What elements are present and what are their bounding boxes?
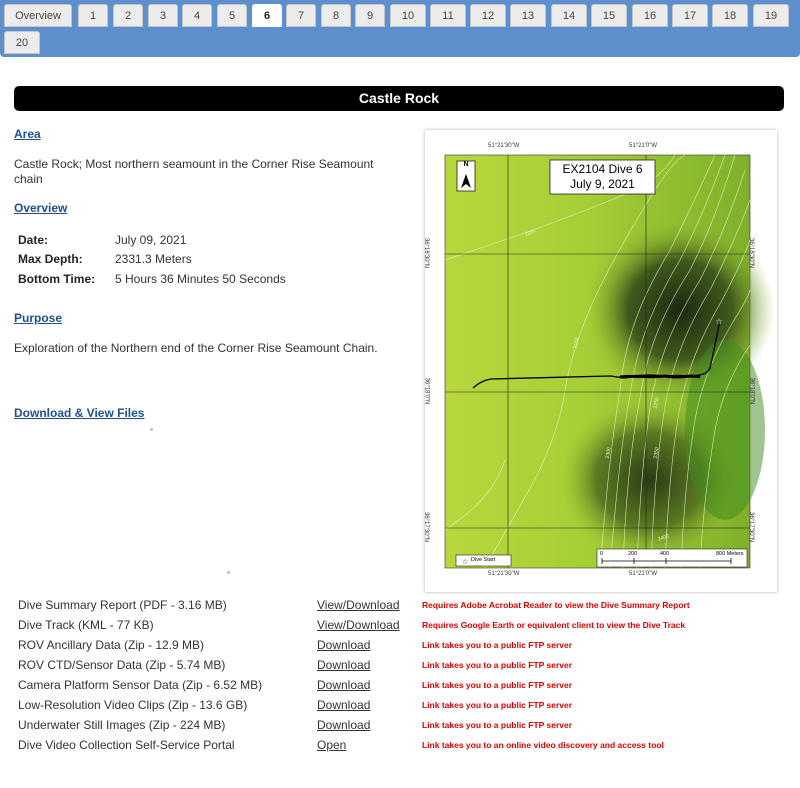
tab-20[interactable]: 20: [4, 31, 40, 54]
scale-label-200: 200: [628, 551, 638, 557]
area-text: Castle Rock; Most northern seamount in the Corner Rise Seamount chain: [14, 157, 374, 186]
tab-6[interactable]: 6: [252, 4, 282, 27]
download-link[interactable]: Download: [317, 658, 371, 672]
tab-1[interactable]: 1: [78, 4, 108, 27]
tab-19[interactable]: 19: [753, 4, 789, 27]
tab-17[interactable]: 17: [672, 4, 708, 27]
tab-9[interactable]: 9: [355, 4, 385, 27]
max-depth-value: 2331.3 Meters: [115, 252, 192, 266]
contour-label: 2350: [652, 447, 661, 459]
tab-15[interactable]: 15: [591, 4, 627, 27]
download-link[interactable]: View/Download: [317, 598, 400, 612]
map-title: [550, 162, 655, 192]
contour-label: 2050: [524, 227, 537, 239]
tab-5[interactable]: 5: [217, 4, 247, 27]
dive-track-dense-segment: [620, 376, 700, 377]
max-depth-label: Max Depth:: [18, 252, 83, 266]
download-link[interactable]: View/Download: [317, 618, 400, 632]
area-heading-link[interactable]: Area: [14, 127, 41, 141]
download-name: Dive Track (KML - 77 KB): [18, 618, 154, 632]
tab-overview[interactable]: Overview: [4, 4, 72, 27]
download-name: Underwater Still Images (Zip - 224 MB): [18, 718, 226, 732]
lon-label-bottom-left: 51°21'30"W: [488, 571, 520, 577]
decorative-dot: [227, 571, 230, 574]
lat-label-left-top: 36°18'30"N: [423, 237, 430, 269]
download-note: Link takes you to a public FTP server: [422, 700, 573, 710]
download-link[interactable]: Download: [317, 718, 371, 732]
tab-3[interactable]: 3: [148, 4, 178, 27]
lat-label-right-mid: 36°18'0"N: [748, 377, 755, 405]
scale-label-0: 0: [600, 551, 604, 557]
download-note: Link takes you to a public FTP server: [422, 680, 573, 690]
download-note: Link takes you to an online video discovery and access tool: [422, 740, 664, 750]
download-heading-link[interactable]: Download & View Files: [14, 406, 145, 420]
north-label: N: [463, 161, 469, 168]
download-link[interactable]: Download: [317, 698, 371, 712]
bathymetry-map-svg: [425, 130, 777, 592]
tab-7[interactable]: 7: [286, 4, 316, 27]
contour-label: 2250: [652, 397, 661, 409]
legend-label: Dive Start: [471, 557, 496, 563]
scale-label-800: 800 Meters: [716, 551, 744, 557]
scale-label-400: 400: [660, 551, 670, 557]
lon-label-top-right: 51°21'0"W: [629, 143, 658, 149]
bottom-time-label: Bottom Time:: [18, 272, 96, 286]
download-name: Dive Summary Report (PDF - 3.16 MB): [18, 598, 227, 612]
download-name: Camera Platform Sensor Data (Zip - 6.52 MB): [18, 678, 263, 692]
overview-heading-link[interactable]: Overview: [14, 201, 68, 215]
download-name: ROV CTD/Sensor Data (Zip - 5.74 MB): [18, 658, 226, 672]
download-name: Dive Video Collection Self-Service Portal: [18, 738, 235, 752]
map-title-line2: July 9, 2021: [570, 177, 635, 191]
lon-label-top-left: 51°21'30"W: [488, 143, 520, 149]
tab-11[interactable]: 11: [430, 4, 466, 27]
lat-label-right-bottom: 36°17'30"N: [748, 511, 755, 543]
dive-track-map: [425, 130, 777, 592]
bottom-time-value: 5 Hours 36 Minutes 50 Seconds: [115, 272, 286, 286]
lat-label-left-bottom: 36°17'30"N: [423, 511, 430, 543]
tab-16[interactable]: 16: [632, 4, 668, 27]
map-title-line1: EX2104 Dive 6: [562, 162, 643, 176]
tab-12[interactable]: 12: [470, 4, 506, 27]
download-name: ROV Ancillary Data (Zip - 12.9 MB): [18, 638, 205, 652]
dive-start-marker-icon: ☆: [715, 317, 723, 326]
download-note: Requires Google Earth or equivalent client to view the Dive Track: [422, 620, 686, 630]
contour-label: 2150: [572, 337, 581, 349]
date-value: July 09, 2021: [115, 233, 187, 247]
download-note: Link takes you to a public FTP server: [422, 640, 573, 650]
slope-shading: [685, 340, 765, 520]
tab-4[interactable]: 4: [182, 4, 212, 27]
tab-14[interactable]: 14: [551, 4, 587, 27]
download-link[interactable]: Download: [317, 638, 371, 652]
purpose-text: Exploration of the Northern end of the Corner Rise Seamount Chain.: [14, 341, 378, 355]
tab-18[interactable]: 18: [712, 4, 748, 27]
download-name: Low-Resolution Video Clips (Zip - 13.6 GB): [18, 698, 248, 712]
dive-tab-bar: [0, 0, 800, 57]
download-link[interactable]: Download: [317, 678, 371, 692]
lat-label-right-top: 36°18'30"N: [748, 237, 755, 269]
legend-star-icon: ☆: [461, 558, 469, 566]
download-note: Link takes you to a public FTP server: [422, 660, 573, 670]
decorative-dot: [150, 428, 153, 431]
download-note: Link takes you to a public FTP server: [422, 720, 573, 730]
contour-label: 2300: [604, 447, 613, 459]
date-label: Date:: [18, 233, 49, 247]
tab-13[interactable]: 13: [510, 4, 546, 27]
tab-2[interactable]: 2: [113, 4, 143, 27]
tab-10[interactable]: 10: [390, 4, 426, 27]
tab-8[interactable]: 8: [321, 4, 351, 27]
lat-label-left-mid: 36°18'0"N: [423, 377, 430, 405]
lon-label-bottom-right: 51°21'0"W: [629, 571, 658, 577]
download-link[interactable]: Open: [317, 738, 347, 752]
download-note: Requires Adobe Acrobat Reader to view the Dive Summary Report: [422, 600, 690, 610]
purpose-heading-link[interactable]: Purpose: [14, 311, 63, 325]
contour-label: 2400: [657, 533, 670, 543]
page-title: Castle Rock: [14, 86, 784, 111]
